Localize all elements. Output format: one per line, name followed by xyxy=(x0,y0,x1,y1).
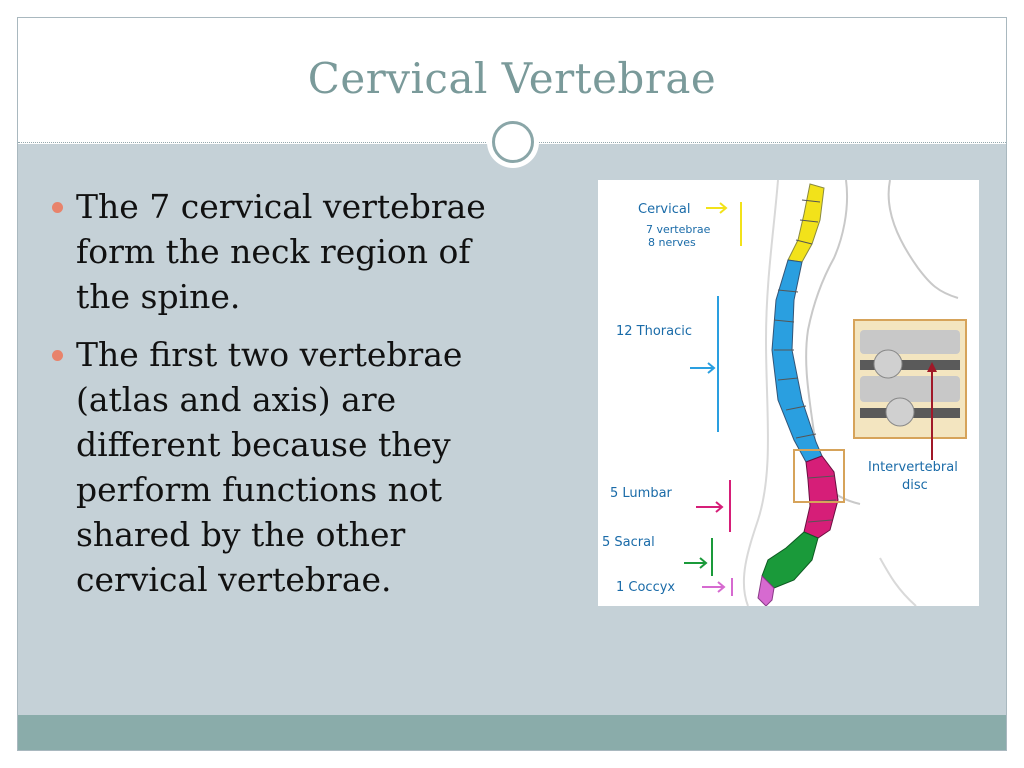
label-cervical-detail-2: 8 nerves xyxy=(648,236,696,249)
spine-diagram xyxy=(598,180,979,606)
label-disc-line2: disc xyxy=(902,478,928,493)
bullet-list xyxy=(50,184,530,615)
circle-ring xyxy=(492,121,534,163)
disc-inset xyxy=(854,320,966,438)
label-lumbar: 5 Lumbar xyxy=(610,486,672,501)
coccyx-arrow-icon xyxy=(702,582,724,592)
body-outline-neck xyxy=(889,180,958,298)
cervical-spine xyxy=(788,184,824,262)
lumbar-arrow-icon xyxy=(696,502,722,512)
bullet-dot-icon xyxy=(52,202,63,213)
body-outline-belly xyxy=(880,558,916,606)
bullet-item xyxy=(50,332,530,602)
circle-ornament-icon xyxy=(487,116,539,168)
label-coccyx: 1 Coccyx xyxy=(616,580,676,595)
body-outline-back xyxy=(744,180,778,606)
label-disc-line1: Intervertebral xyxy=(868,460,958,475)
label-thoracic: 12 Thoracic xyxy=(616,324,693,339)
bullet-item xyxy=(50,184,530,319)
slide xyxy=(17,17,1007,751)
label-sacral: 5 Sacral xyxy=(602,535,655,550)
bullet-dot-icon xyxy=(52,350,63,361)
bullet-text: The 7 cervical vertebrae form the neck region of the spine. xyxy=(76,187,486,316)
lumbar-spine xyxy=(804,456,838,538)
spine-diagram-svg xyxy=(598,180,979,606)
footer-bar xyxy=(18,715,1006,750)
sacral-arrow-icon xyxy=(684,558,706,568)
slide-title: Cervical Vertebrae xyxy=(307,54,717,103)
cervical-arrow-icon xyxy=(706,203,726,213)
thoracic-arrow-icon xyxy=(690,363,714,373)
label-cervical-detail-1: 7 vertebrae xyxy=(646,223,711,236)
sacral-spine xyxy=(762,532,818,588)
label-cervical: Cervical xyxy=(638,202,691,217)
bullet-text: The first two vertebrae (atlas and axis) are different because they perform functions not shared by the other cervical vertebrae. xyxy=(76,335,463,599)
